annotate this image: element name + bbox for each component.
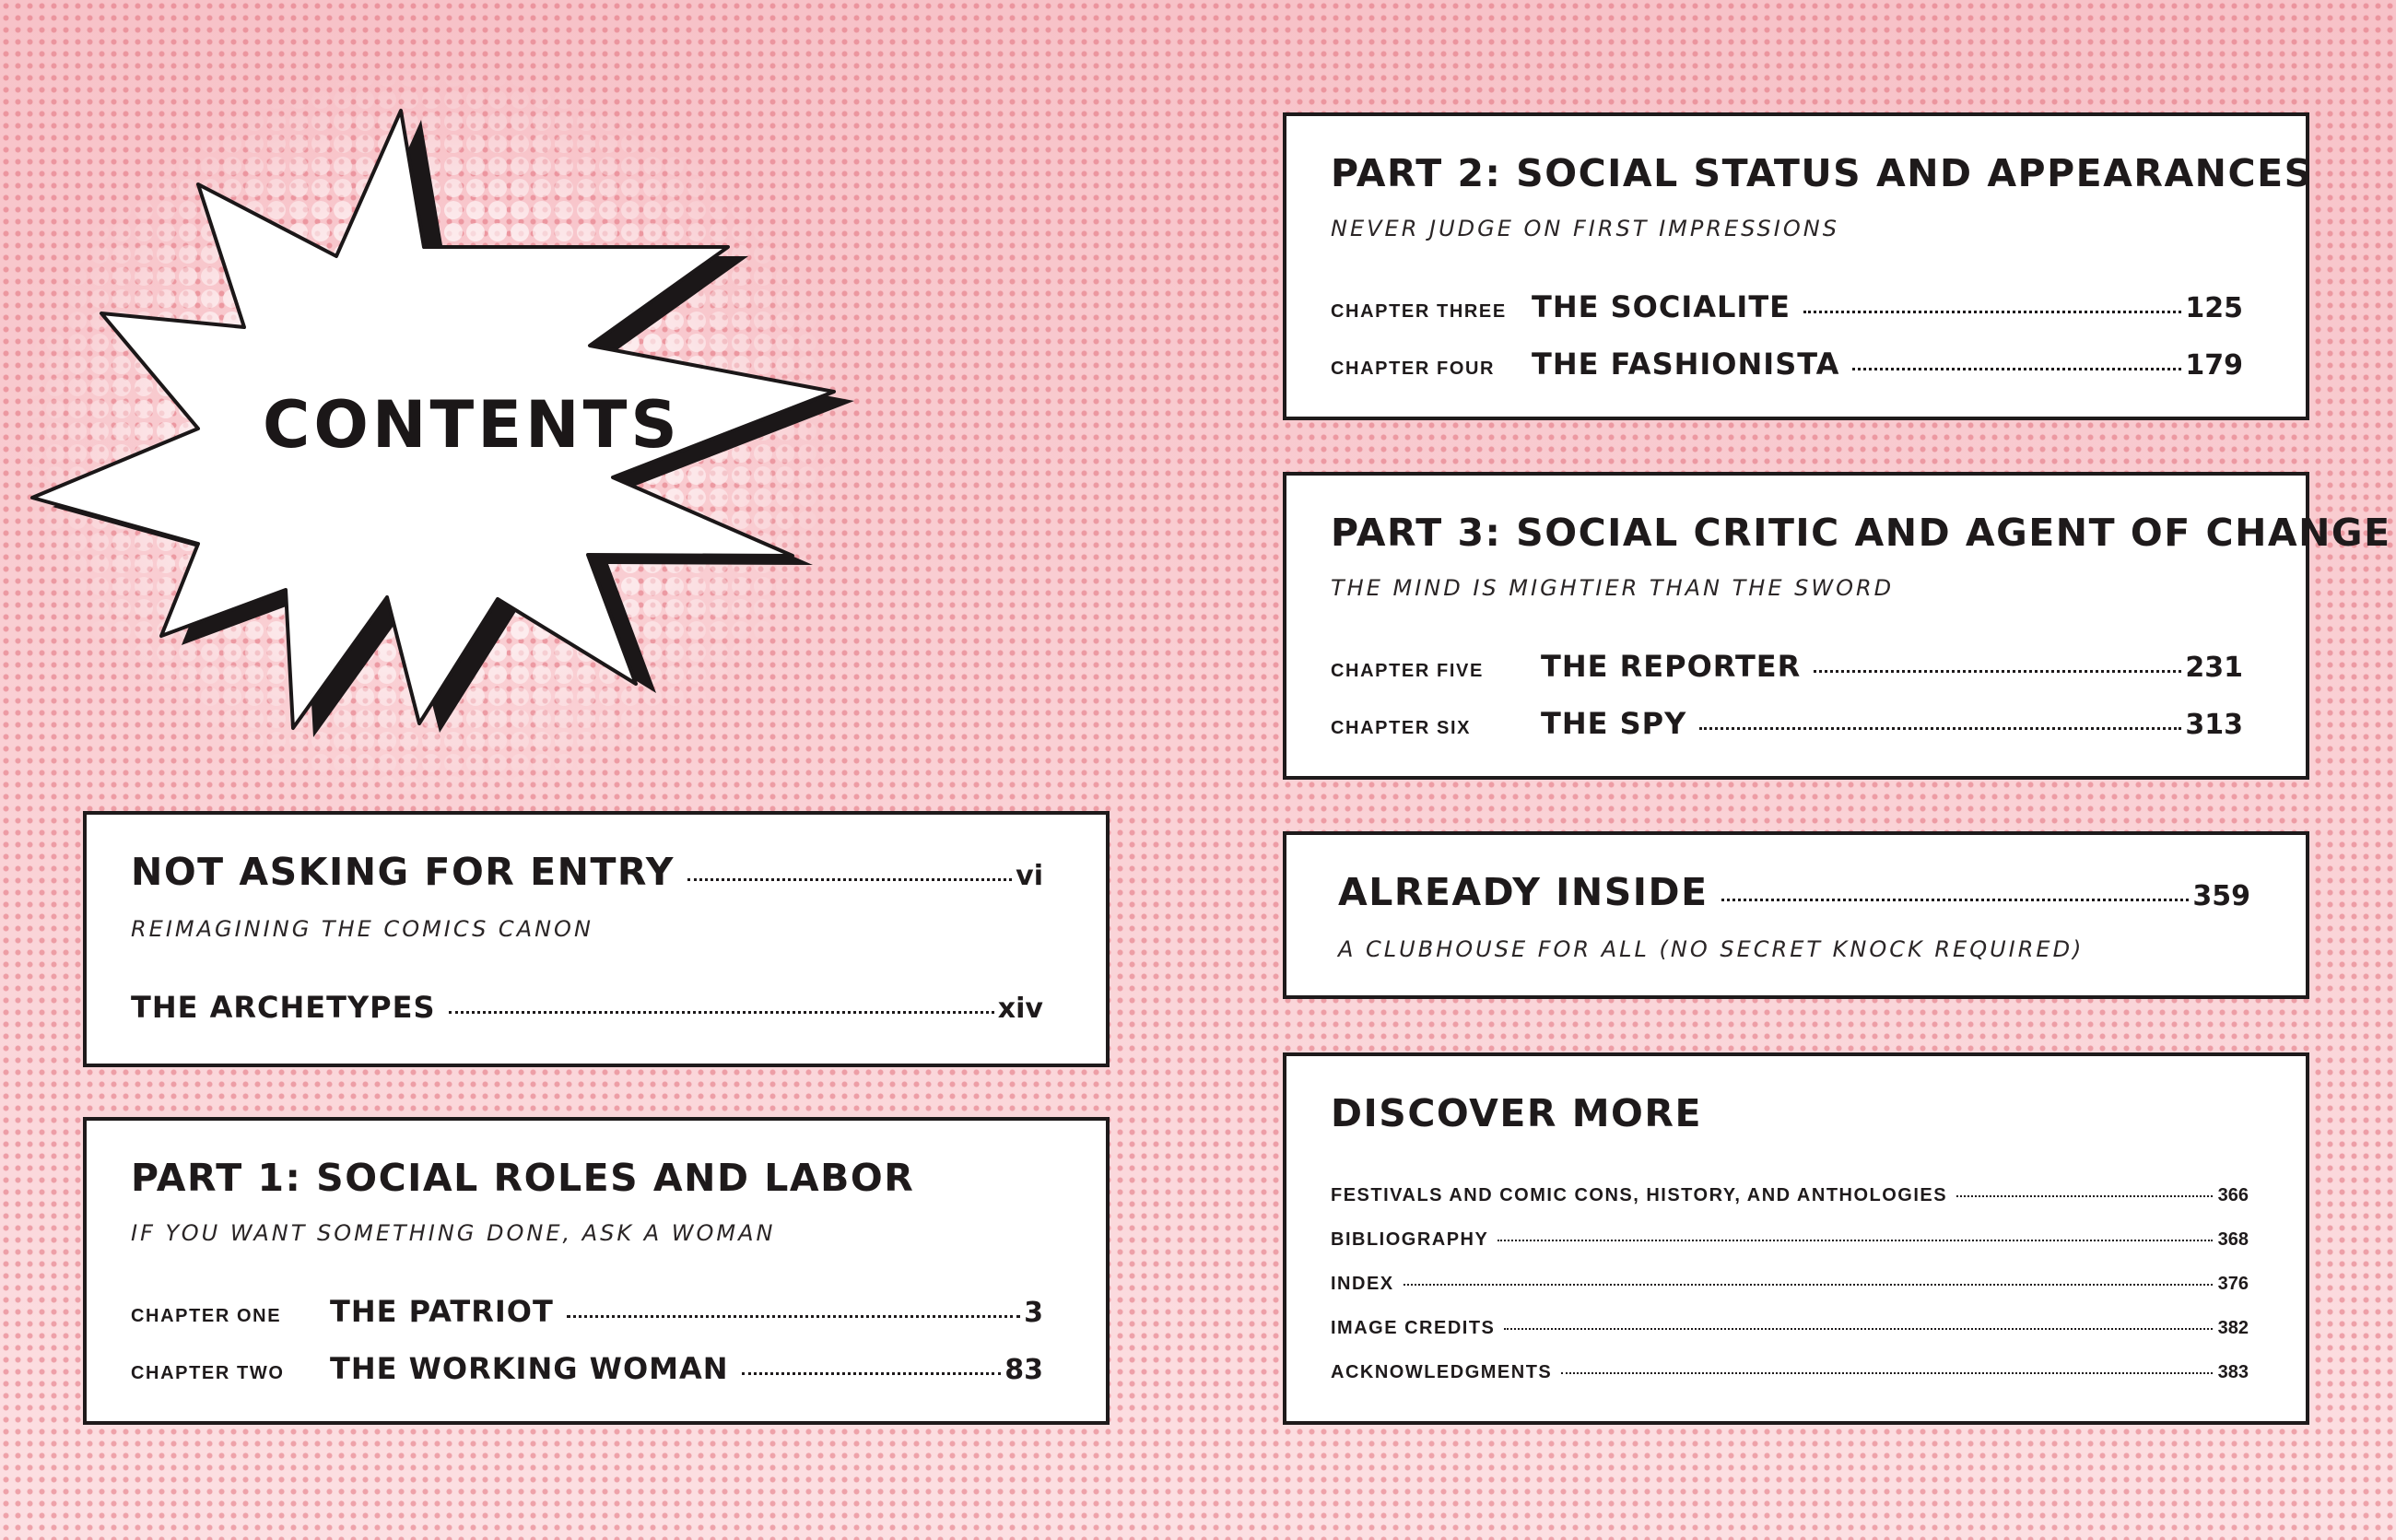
backmatter-item[interactable] — [1331, 1229, 2249, 1251]
dot-leader — [449, 1011, 994, 1014]
chapter-label: CHAPTER ONE — [131, 1306, 282, 1326]
part-title: PART 3: SOCIAL CRITIC AND AGENT OF CHANGE — [1331, 511, 2391, 555]
chapter-label: CHAPTER TWO — [131, 1363, 285, 1383]
item-title: INDEX — [1331, 1274, 1394, 1294]
dot-leader — [1721, 899, 2190, 901]
part-subtitle: IF YOU WANT SOMETHING DONE, ASK A WOMAN — [131, 1220, 776, 1246]
page-number: 359 — [2192, 880, 2250, 912]
chapter-title: THE WORKING WOMAN — [330, 1351, 729, 1386]
part3-box — [1283, 472, 2391, 780]
page-number: 125 — [2185, 292, 2243, 324]
dot-leader — [1956, 1195, 2213, 1197]
chapter-row[interactable] — [1331, 649, 2243, 684]
backmatter-item[interactable] — [1331, 1318, 2249, 1339]
chapter-title: THE SPY — [1541, 706, 1687, 741]
chapter-row[interactable] — [1331, 347, 2243, 382]
part-title: PART 1: SOCIAL ROLES AND LABOR — [131, 1156, 915, 1200]
already-inside-box — [1283, 831, 2309, 999]
page-number: 3 — [1024, 1297, 1043, 1329]
dot-leader — [1561, 1372, 2212, 1374]
page-number: 376 — [2217, 1274, 2249, 1294]
page-number: 368 — [2217, 1229, 2249, 1250]
chapter-title: THE FASHIONISTA — [1532, 347, 1840, 382]
toc-entry-already-inside[interactable] — [1338, 870, 2250, 914]
contents-starburst — [0, 0, 922, 811]
chapter-row[interactable] — [131, 1294, 1043, 1329]
chapter-row[interactable] — [131, 1351, 1043, 1386]
chapter-row[interactable] — [1331, 706, 2243, 741]
part-subtitle: NEVER JUDGE ON FIRST IMPRESSIONS — [1331, 216, 1839, 241]
dot-leader — [1504, 1328, 2212, 1330]
dot-leader — [1498, 1240, 2212, 1241]
item-title: BIBLIOGRAPHY — [1331, 1229, 1489, 1250]
dot-leader — [1404, 1284, 2213, 1286]
dot-leader — [1814, 670, 2181, 673]
page-title: CONTENTS — [263, 387, 681, 463]
section-title: DISCOVER MORE — [1331, 1091, 1702, 1135]
dot-leader — [1699, 727, 2181, 730]
chapter-label: CHAPTER FIVE — [1331, 661, 1484, 681]
page-number: 382 — [2217, 1318, 2249, 1338]
chapter-title: THE PATRIOT — [330, 1294, 554, 1329]
item-title: ACKNOWLEDGMENTS — [1331, 1362, 1553, 1382]
dot-leader — [1852, 368, 2181, 370]
part2-box — [1283, 112, 2313, 420]
entry-title: THE ARCHETYPES — [131, 990, 436, 1025]
chapter-title: THE SOCIALITE — [1532, 289, 1791, 324]
backmatter-item[interactable] — [1331, 1185, 2249, 1206]
chapter-label: CHAPTER THREE — [1331, 301, 1507, 322]
part1-box — [83, 1117, 1110, 1425]
chapter-label: CHAPTER SIX — [1331, 718, 1472, 738]
dot-leader — [567, 1315, 1020, 1318]
entry-subtitle: A CLUBHOUSE FOR ALL (NO SECRET KNOCK REQUIRED) — [1338, 936, 2085, 962]
page-number: 383 — [2217, 1362, 2249, 1382]
entry-subtitle: REIMAGINING THE COMICS CANON — [131, 916, 593, 942]
part-title: PART 2: SOCIAL STATUS AND APPEARANCES — [1331, 151, 2313, 195]
page-number: 83 — [1004, 1354, 1043, 1386]
part-subtitle: THE MIND IS MIGHTIER THAN THE SWORD — [1331, 575, 1895, 601]
page-number: 366 — [2217, 1185, 2249, 1205]
entry-title: NOT ASKING FOR ENTRY — [131, 850, 675, 894]
discover-more-box — [1283, 1052, 2309, 1425]
page-number: vi — [1016, 860, 1043, 892]
toc-entry-archetypes[interactable] — [131, 990, 1043, 1025]
chapter-row[interactable] — [1331, 289, 2243, 324]
backmatter-item[interactable] — [1331, 1362, 2249, 1383]
chapter-title: THE REPORTER — [1541, 649, 1802, 684]
toc-entry-not-asking[interactable] — [131, 850, 1043, 894]
item-title: FESTIVALS AND COMIC CONS, HISTORY, AND ANTHOLOGIES — [1331, 1185, 1948, 1205]
page-number: 313 — [2185, 709, 2243, 741]
item-title: IMAGE CREDITS — [1331, 1318, 1496, 1338]
chapter-label: CHAPTER FOUR — [1331, 359, 1496, 379]
intro-box — [83, 811, 1110, 1067]
page-number: 231 — [2185, 652, 2243, 684]
dot-leader — [742, 1372, 1002, 1375]
page-number: 179 — [2185, 349, 2243, 382]
dot-leader — [687, 878, 1012, 881]
backmatter-item[interactable] — [1331, 1274, 2249, 1295]
entry-title: ALREADY INSIDE — [1338, 870, 1709, 914]
dot-leader — [1803, 311, 2181, 313]
page-number: xiv — [997, 993, 1043, 1025]
